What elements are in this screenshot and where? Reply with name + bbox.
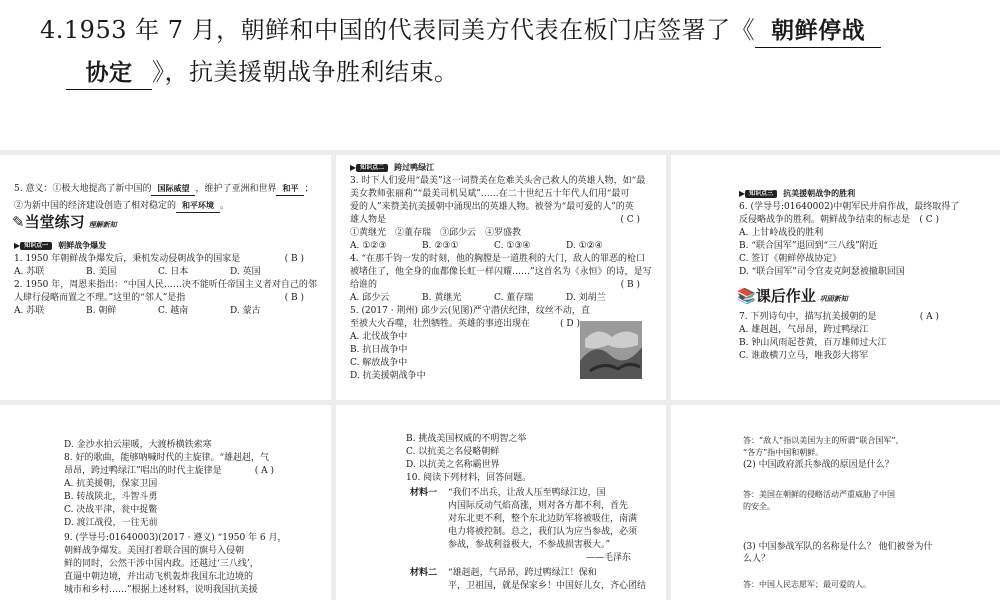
q9-line: 9. (学导号:01640003)(2017 · 遵义) “1950 年 6 月， [64,533,287,543]
header-line-1 [40,14,881,48]
option-c: C. ①③④ [494,241,531,251]
q9-line: 鲜的同时，公然干涉中国内政。还越过‘三八线’， [64,559,259,569]
q5-line: 至被大火吞噬，壮烈牺牲。英雄的事迹出现在 [350,319,531,329]
banner-subtitle: 理解新知 [88,221,117,229]
answer-3-line: 答：中国人民志愿军；最可爱的人。 [743,580,871,589]
q8-line: 昂昂，跨过鸭绿江”唱出的时代主旋律是 [64,466,222,476]
tag-box: 知识点三 [745,190,777,198]
answer-blank-2: 协定 [66,57,152,90]
header-line1-text: 4.1953 年 7 月，朝鲜和中国的代表同美方代表在板门店签署了《 [40,16,756,44]
page-panel-6 [671,405,1000,600]
option-c: C. 董存瑞 [494,293,534,303]
q5a-mid: ，维护了亚洲和世界 [195,184,277,194]
option-a: A. 北伐战争中 [350,332,408,342]
q7-answer: ( A ) [919,312,939,322]
tag-box: 知识点一 [20,242,52,250]
q2-answer: ( B ) [284,293,304,303]
option-a: A. ①②③ [350,241,387,251]
option-b: B. 挑战美国权威的不明智之举 [406,434,527,444]
q5-answer: ( D ) [560,319,580,329]
page-panel-1 [0,155,331,400]
q2-text-b: 人肆行侵略而置之不理。”这里的“邻人”是指 [14,293,186,303]
q6-block [739,201,959,279]
q5-line-a [14,182,313,196]
q4-line: 被堵住了，他全身的血都像长虹一样闪耀……”这首名为《永恒》的诗，是写 [350,267,652,277]
q7-text: 7. 下列诗句中，描写抗美援朝的是 [739,312,877,322]
option-a: A. 抗美援朝，保家卫国 [64,479,158,489]
option-b: B. ②③① [422,241,459,251]
q1-text: 1. 1950 年朝鲜战争爆发后，秉机发动侵朝战争的国家是 [14,254,241,264]
banner-title: 当堂练习 [24,213,85,231]
q3-line: 美女教师张丽莉”“最美司机吴斌”……在二十世纪五十年代人们用“最可 [350,189,630,199]
header-line-2 [66,56,459,90]
q8-answer: ( A ) [254,466,274,476]
triangle-icon: ▶ [14,241,21,250]
option-c: C. 解放战争中 [350,358,408,368]
tag-label: 抗美援朝战争的胜利 [783,189,856,198]
header-line2-text: 》，抗美援朝战争胜利结束。 [152,58,459,86]
pen-icon: ✎ [12,213,25,231]
tag-label: 朝鲜战争爆发 [58,241,107,250]
answer-blank-1: 朝鲜停战 [755,15,881,48]
option-b: B. 钟山风雨起苍黄，百万雄师过大江 [739,338,887,348]
option-c: C. 以抗美之名侵略朝鲜 [406,447,500,457]
question-2: (2) 中国政府派兵参战的原因是什么？ [743,460,894,470]
qiu-shaoyun-photo [580,321,642,379]
page-panel-2 [336,155,666,400]
section-tag-1 [14,239,106,252]
q4-options [350,292,652,305]
option-b: B. 朝鲜 [86,306,117,316]
material-line: 参战，参战利益极大，不参战损害极大。” [448,540,611,550]
triangle-icon: ▶ [350,163,357,172]
material-source: ——毛泽东 [586,553,632,563]
material-1-label: 材料一 [410,488,438,498]
option-b: B. 抗日战争中 [350,345,408,355]
books-icon: 📚 [737,287,756,305]
q5b-text: ②为新中国的经济建设创造了相对稳定的 [14,201,177,211]
q5-line: 5. (2017 · 荆州) 邱少云(见图)严守潜伏纪律，纹丝不动，直 [350,306,590,316]
q2-options [14,305,317,318]
option-d: D. “联合国军”司令官麦克阿瑟被撤职回国 [739,267,905,277]
answer-2-line: 的安全。 [743,502,775,511]
option-a: A. 上甘岭战役的胜利 [739,228,824,238]
answer-1-line: 答：“敌人”指以美国为主的所谓“联合国军”， [743,436,904,445]
q4-line: 4. “在那千钧一发的时刻，他的胸膛是一道胜利的大门，敌人的罪恶的枪口 [350,254,646,264]
section-tag-3 [739,187,855,200]
q7-block [739,311,939,363]
option-d: D. 金沙水拍云崖暖，大渡桥横铁索寒 [64,440,212,450]
option-d: D. 抗美援朝战争中 [350,371,426,381]
q1-block [14,253,317,318]
tag-label: 跨过鸭绿江 [394,163,435,172]
page-panel-3 [671,155,1000,400]
q1-answer: ( B ) [284,254,304,264]
option-d: D. 蒙古 [230,306,261,316]
option-d: D. 渡江战役，一往无前 [64,518,158,528]
q5b-blank: 和平环境 [176,199,220,213]
option-b: B. 转战陕北，斗智斗勇 [64,492,158,502]
material-1 [406,487,646,565]
q4-answer: ( B ) [620,280,640,290]
q5a-blank-1: 国际威望 [151,182,195,196]
q3-options [350,240,652,253]
option-c: C. 谁敢横刀立马，唯我彭大将军 [739,351,869,361]
option-c: C. 日本 [158,267,189,277]
q9-line: 朝鲜战争爆发。美国打着联合国的旗号入侵朝 [64,546,245,556]
material-2 [406,567,646,593]
q8-line: 8. 好的歌曲，能够呐喊时代的主旋律。“雄赳赳，气 [64,453,270,463]
q5-line-b [14,199,313,213]
q6-line: 6. (学导号:01640002)中朝军民并肩作战，最终取得了 [739,202,960,212]
question-3: 么人？ [743,554,771,564]
option-a: A. 苏联 [14,306,45,316]
answer-2-line: 答：美国在朝鲜的侵略活动严重威胁了中国 [743,490,895,499]
q5a-text: 5. 意义：①极大地提高了新中国的 [14,184,152,194]
option-d: D. 刘胡兰 [566,293,606,303]
header-page [0,0,1000,150]
material-line: “雄赳赳，气昂昂，跨过鸭绿江！保和 [448,568,597,578]
q3-line: 爱的人”来赞美抗美援朝中涌现出的英雄人物。被誉为“最可爱的人”的英 [350,202,634,212]
section-tag-2 [350,161,434,174]
q4-line: 给谁的 [350,280,378,290]
q5a-end: ； [304,184,314,194]
material-line: 对东北更不利，整个东北边防军将被吸住，南满 [448,514,638,524]
q10-block [406,433,646,593]
q5b-end: 。 [220,201,230,211]
q6-line: 反侵略战争的胜利。朝鲜战争结束的标志是 [739,215,911,225]
q3-line: 雄人物是 [350,215,387,225]
banner-subtitle: 巩固新知 [819,295,848,303]
option-b: B. 美国 [86,267,117,277]
option-d: D. ①②④ [566,241,603,251]
q2-text-a: 2. 1950 年，周恩来指出：“中国人民……决不能听任帝国主义者对自己的邻 [14,280,317,290]
q9-line: 直逼中朝边境，并出动飞机轰炸我国东北边境的 [64,572,254,582]
option-b: B. 黄继光 [422,293,462,303]
q8-block [64,439,287,597]
option-a: A. 苏联 [14,267,45,277]
page-panel-5 [336,405,666,600]
material-line: 内国际反动气焰高涨，则对各方都不利，首先 [448,501,629,511]
tag-box: 知识点二 [356,164,388,172]
banner-homework [737,287,848,308]
option-c: C. 签订《朝鲜停战协定》 [739,254,842,264]
answers-block [743,435,932,591]
option-d: D. 以抗美之名称霸世界 [406,460,500,470]
page-panel-4 [0,405,331,600]
option-a: A. 邱少云 [350,293,390,303]
banner-title: 课后作业 [755,287,816,305]
triangle-icon: ▶ [739,189,746,198]
q3-answer: ( C ) [620,215,640,225]
q5-block [14,182,313,213]
option-d: D. 英国 [230,267,261,277]
q5a-blank-2: 和平 [276,182,304,196]
question-3: (3) 中国参战军队的名称是什么？ 他们被誉为什 [743,542,933,552]
q10-text: 10. 阅读下列材料，回答问题。 [406,473,532,483]
q3-line: 3. 时下人们爱用“最美”这一词赞美在危难关头舍己救人的英雄人物，如“最 [350,176,646,186]
q1-options [14,266,317,279]
material-line: “我们不出兵，让敌人压至鸭绿江边，国 [448,488,606,498]
option-a: A. 雄赳赳，气昂昂，跨过鸭绿江 [739,325,869,335]
material-line: 电力将被控制。总之，我们认为应当参战，必须 [448,527,638,537]
q9-line: 城市和乡村……”根据上述材料，说明我国抗美援 [64,585,258,595]
banner-in-class-practice [12,213,117,234]
material-2-label: 材料二 [410,568,438,578]
material-line: 平，卫祖国，就是保家乡！中国好儿女，齐心团结 [448,581,647,591]
q3-list: ①黄继光 ②董存瑞 ③邱少云 ④罗盛教 [350,228,522,238]
option-c: C. 越南 [158,306,189,316]
answer-1-line: “各方”指中国和朝鲜。 [743,448,824,457]
option-c: C. 决战平津，瓮中捉鳖 [64,505,158,515]
q6-answer: ( C ) [919,215,939,225]
option-b: B. “联合国军”退回到“三八线”附近 [739,241,878,251]
